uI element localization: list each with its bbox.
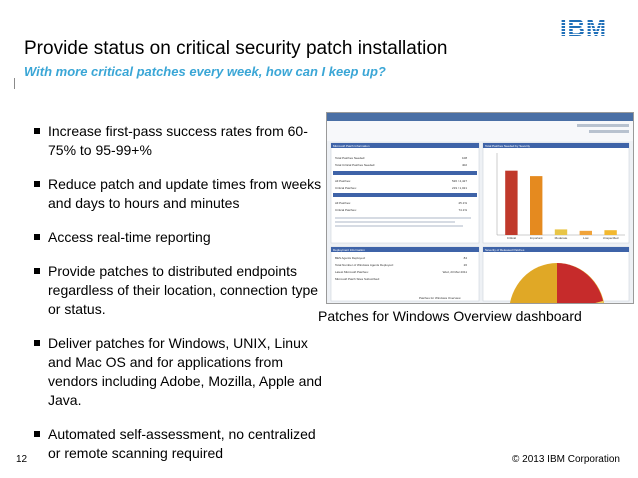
ibm-logo-text: IBM bbox=[560, 15, 607, 40]
title-rule-corner bbox=[14, 78, 15, 89]
page-title: Provide status on critical security patch installation bbox=[24, 38, 448, 59]
deploy-row-label: Total Number of Windows Agents Deployed: bbox=[335, 263, 394, 267]
bullet-item bbox=[34, 425, 324, 463]
screenshot-caption: Patches for Windows Overview dashboard bbox=[318, 308, 582, 324]
bullet-text: Provide patches to distributed endpoints regardless of their location, connection type or status. bbox=[48, 263, 319, 317]
bullet-item bbox=[34, 175, 324, 213]
bullet-marker bbox=[34, 234, 40, 240]
severity-bar-label: Unspecified bbox=[602, 236, 619, 240]
severity-chart-title: Total Patches Needed by Severity bbox=[485, 144, 531, 148]
dashboard-screenshot bbox=[326, 112, 634, 304]
bullet-text: Reduce patch and update times from weeks and days to hours and minutes bbox=[48, 176, 322, 211]
toolbar-text bbox=[577, 124, 629, 127]
severity-bar-label: Moderate bbox=[554, 236, 568, 240]
note-line bbox=[335, 221, 455, 223]
note-line bbox=[335, 217, 471, 219]
info-row-value: 402 bbox=[461, 163, 467, 167]
severity-bar bbox=[580, 231, 592, 235]
screenshot-footer-text: Patches for Windows Overview bbox=[419, 296, 461, 300]
info-row-label: All Patches: bbox=[335, 201, 351, 205]
severity-chart-panel bbox=[483, 143, 629, 243]
info-row-value: 219 / 1,021 bbox=[451, 186, 467, 190]
bullet-text: Automated self-assessment, no centralized or remote scanning required bbox=[48, 426, 316, 461]
average-patches-header bbox=[333, 193, 477, 197]
copyright: © 2013 IBM Corporation bbox=[512, 454, 620, 465]
bullet-marker bbox=[34, 128, 40, 134]
bullet-text: Access real-time reporting bbox=[48, 229, 211, 245]
bullet-item bbox=[34, 262, 324, 319]
info-row-label: All Patches: bbox=[335, 179, 351, 183]
severity-pie-title: Severity of Released Patches bbox=[485, 248, 525, 252]
info-row-label: Critical Patches: bbox=[335, 208, 357, 212]
severity-bar bbox=[604, 230, 616, 235]
severity-bar bbox=[555, 229, 567, 235]
info-row-value: 25.1% bbox=[458, 201, 467, 205]
deploy-row-label: Microsoft Patch Sites Subscribed: bbox=[335, 277, 380, 281]
deployment-title: Deployment Information bbox=[333, 248, 365, 252]
deploy-row-value: 26 bbox=[463, 263, 467, 267]
info-row-value: 526 / 4,427 bbox=[451, 179, 467, 183]
severity-bar-label: Low bbox=[583, 236, 589, 240]
info-row-label: Total Patches Needed: bbox=[335, 156, 366, 160]
ibm-logo bbox=[558, 14, 624, 40]
info-row-value: 108 bbox=[461, 156, 467, 160]
bullet-list bbox=[34, 122, 324, 478]
bullet-text: Deliver patches for Windows, UNIX, Linux and Mac OS and for applications from vendors including Adobe, Mozilla, Apple and Java. bbox=[48, 335, 322, 408]
deploy-row-value: Wed, 23 Mar 2011 bbox=[442, 270, 467, 274]
bullet-item bbox=[34, 122, 324, 160]
dashboard-screenshot-graphic bbox=[327, 113, 633, 303]
toolbar-text bbox=[589, 130, 629, 133]
window-titlebar bbox=[327, 113, 633, 121]
bullet-text: Increase first-pass success rates from 60-75% to 95-99+% bbox=[48, 123, 308, 158]
bullet-marker bbox=[34, 340, 40, 346]
patch-info-title: Microsoft Patch Information bbox=[333, 144, 370, 148]
relevant-patches-header bbox=[333, 171, 477, 175]
bullet-item bbox=[34, 228, 324, 247]
info-row-label: Critical Patches: bbox=[335, 186, 357, 190]
deploy-row-label: BES Agents Deployed: bbox=[335, 256, 366, 260]
severity-bar bbox=[530, 176, 542, 235]
page-subtitle: With more critical patches every week, how can I keep up? bbox=[24, 64, 386, 79]
severity-bar-label: Critical bbox=[506, 236, 516, 240]
deploy-row-value: 84 bbox=[463, 256, 467, 260]
note-line bbox=[335, 225, 463, 227]
bullet-marker bbox=[34, 431, 40, 437]
info-row-value: 74.1% bbox=[458, 208, 467, 212]
deploy-row-label: Latest Microsoft Patches: bbox=[335, 270, 369, 274]
page-number: 12 bbox=[16, 454, 28, 465]
bullet-item bbox=[34, 334, 324, 410]
severity-bar-label: Important bbox=[529, 236, 543, 240]
info-row-label: Total Critical Patches Needed: bbox=[335, 163, 376, 167]
bullet-marker bbox=[34, 181, 40, 187]
bullet-marker bbox=[34, 268, 40, 274]
severity-bar bbox=[505, 171, 517, 235]
